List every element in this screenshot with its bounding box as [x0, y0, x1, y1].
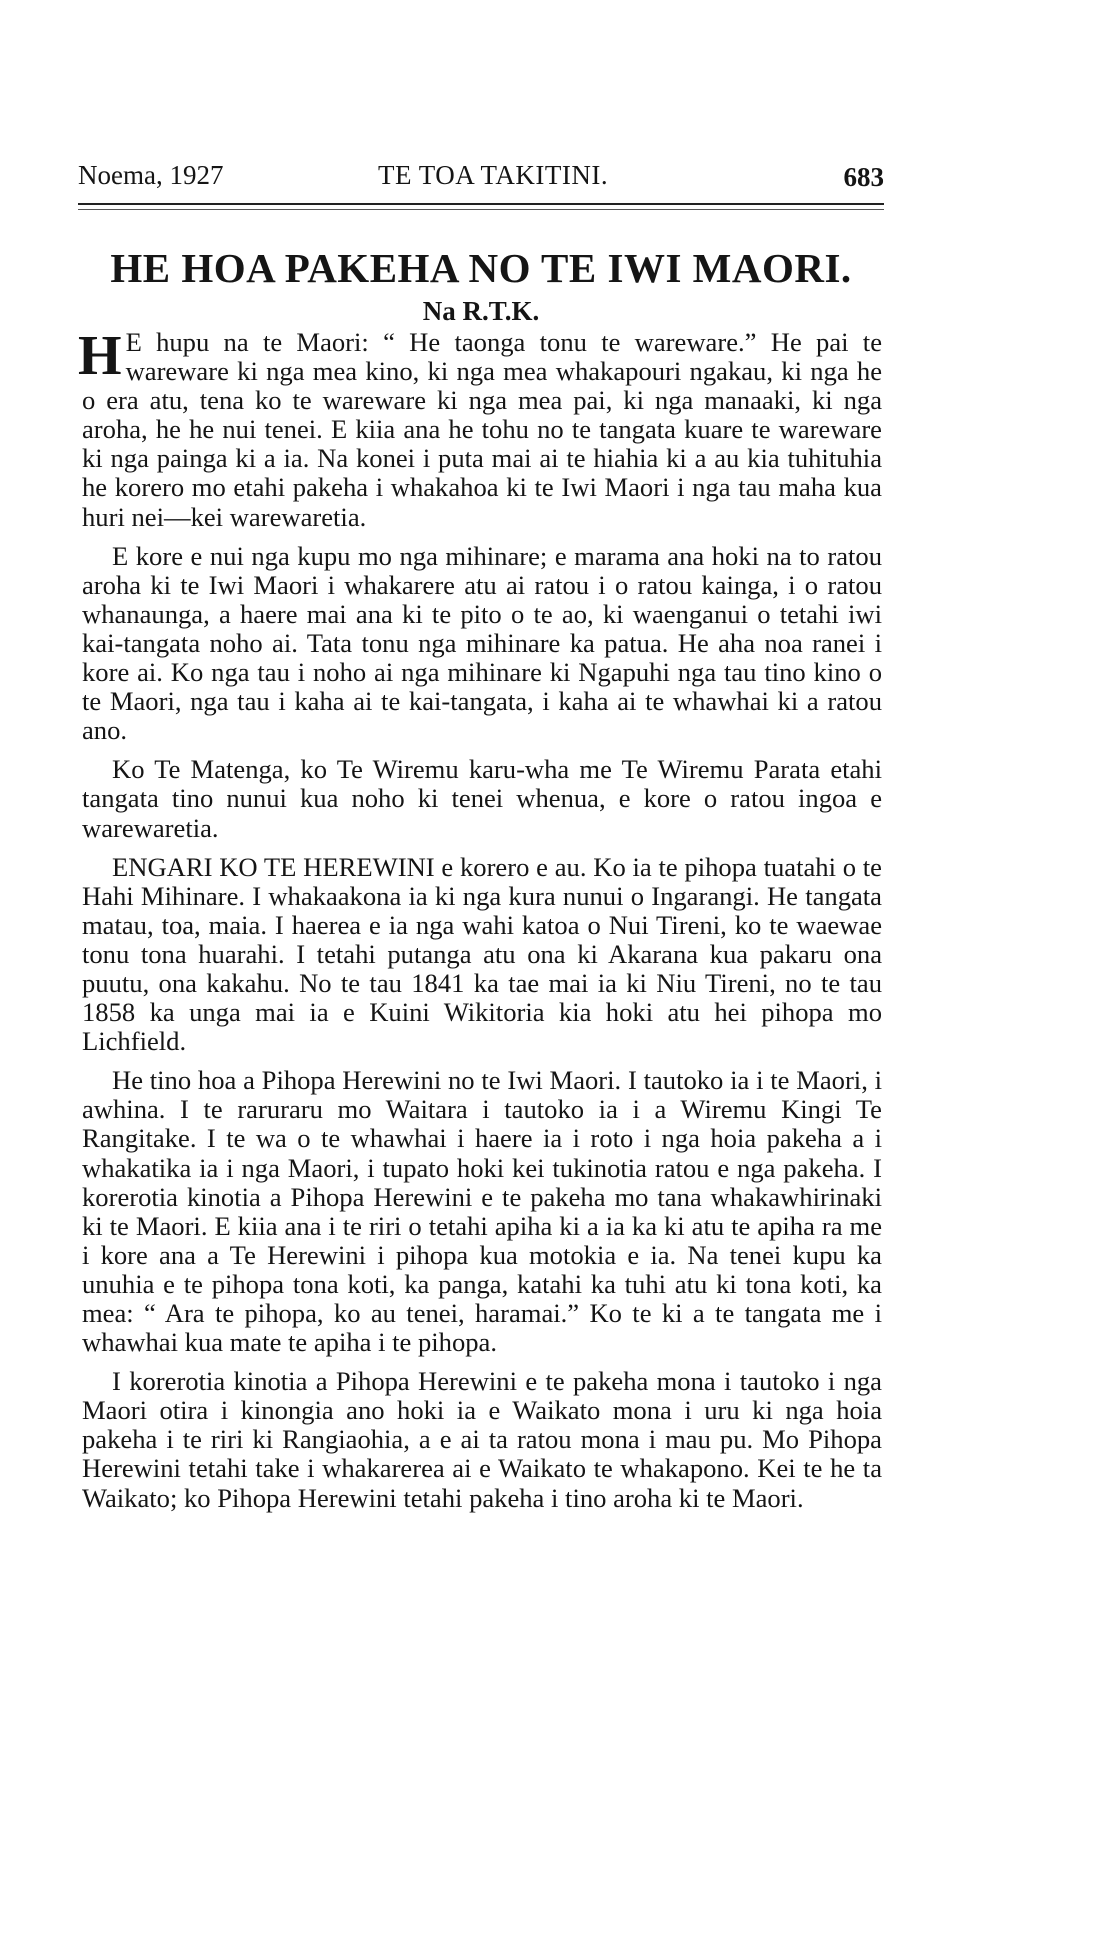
article-byline: Na R.T.K. [422, 296, 540, 326]
paragraph-1 [78, 325, 882, 532]
header-rule [78, 203, 884, 205]
paragraph-3: Ko Te Matenga, ko Te Wiremu karu-wha me Te Wiremu Parata etahi tangata tino nunui kua noho ki tenei whenua, e kore o ratou ingoa e warewaretia. [82, 754, 882, 843]
paragraph-5: He tino hoa a Pihopa Herewini no te Iwi Maori. I tautoko ia i te Maori, i awhina. I te raruraru mo Waitara i tautoko ia i a Wiremu Kingi Te Rangitake. I te wa o te whawhai i haere ia i roto i nga hoia pakeha a i whakatika ia i nga Maori, i tupato hoki kei tukinotia ratou e nga pakeha. I korerotia kinotia a Pihopa Herewini e te pakeha mo tana whakawhirinaki ki te Maori. E kiia ana i te riri o tetahi apiha ki a ia ka ki atu te apiha ra me i kore ana a Te Herewini i pihopa kua motokia e ia. Na tenei kupu ka unuhia e te pihopa tona koti, ka panga, katahi ka tuhi atu ki tona koti, ka mea: “ Ara te pihopa, ko au tenei, haramai.” Ko te ki a te tangata me i whawhai kua mate te apiha i te pihopa. [82, 1065, 882, 1358]
running-head [78, 160, 884, 200]
header-rule-thin [78, 209, 884, 210]
publication-title: TE TOA TAKITINI. [378, 160, 609, 190]
issue-date: Noema, 1927 [78, 160, 224, 190]
paragraph-2: E kore e nui nga kupu mo nga mihinare; e marama ana hoki na to ratou aroha ki te Iwi Maori i whakarere atu ai ratou i o ratou kainga, i o ratou whanaunga, a haere mai ana ki te pito o te ao, ki waenganui o tetahi iwi kai-tangata noho ai. Tata tonu nga mihinare ka patua. He aha noa ranei i kore ai. Ko nga tau i noho ai nga mihinare ki Ngapuhi nga tau tino kino o te Maori, nga tau i kaha ai te kai-tangata, i kaha ai te whawhai ki a ratou ano. [82, 540, 882, 746]
article-body [78, 325, 882, 1523]
article-title: HE HOA PAKEHA NO TE IWI MAORI. [110, 245, 852, 291]
drop-cap: H [78, 325, 122, 387]
paragraph-4: ENGARI KO TE HEREWINI e korero e au. Ko ia te pihopa tuatahi o te Hahi Mihinare. I whakaakona ia ki nga kura nunui o Ingarangi. He tangata matau, toa, maia. I haerea e ia nga wahi katoa o Nui Tireni, ko te waewae tonu tona huarahi. I tetahi putanga atu ona ki Akarana kua pakaru ona puutu, ona kakahu. No te tau 1841 ka tae mai ia ki Niu Tireni, no te tau 1858 ka unga mai ia e Kuini Wikitoria kia hoki atu hei pihopa mo Lichfield. [82, 851, 882, 1057]
paragraph-1-text: E hupu na te Maori: “ He taonga tonu te wareware.” He pai te wareware ki nga mea kino, ki nga mea whakapouri ngakau, ki nga he o era atu, tena ko te wareware ki nga mea pai, ki nga manaaki, ki nga aroha, he he nui tenei. E kiia ana he tohu no te tangata kuare te wareware ki nga painga ki a ia. Na konei i puta mai ai te hiahia ki a au kia tuhituhia he korero mo etahi pakeha i whakahoa ki te Iwi Maori i nga tau maha kua huri nei—kei warewaretia. [82, 327, 882, 532]
paragraph-6: I korerotia kinotia a Pihopa Herewini e te pakeha mona i tautoko i nga Maori otira i kinongia ano hoki ia e Waikato mona i uru ki nga hoia pakeha i te riri ki Rangiaohia, a e ai ta ratou mona i mau pu. Mo Pihopa Herewini tetahi take i whakarerea ai e Waikato te whakapono. Kei te he ta Waikato; ko Pihopa Herewini tetahi pakeha i tino aroha ki te Maori. [82, 1366, 882, 1513]
page-number: 683 [843, 162, 884, 192]
